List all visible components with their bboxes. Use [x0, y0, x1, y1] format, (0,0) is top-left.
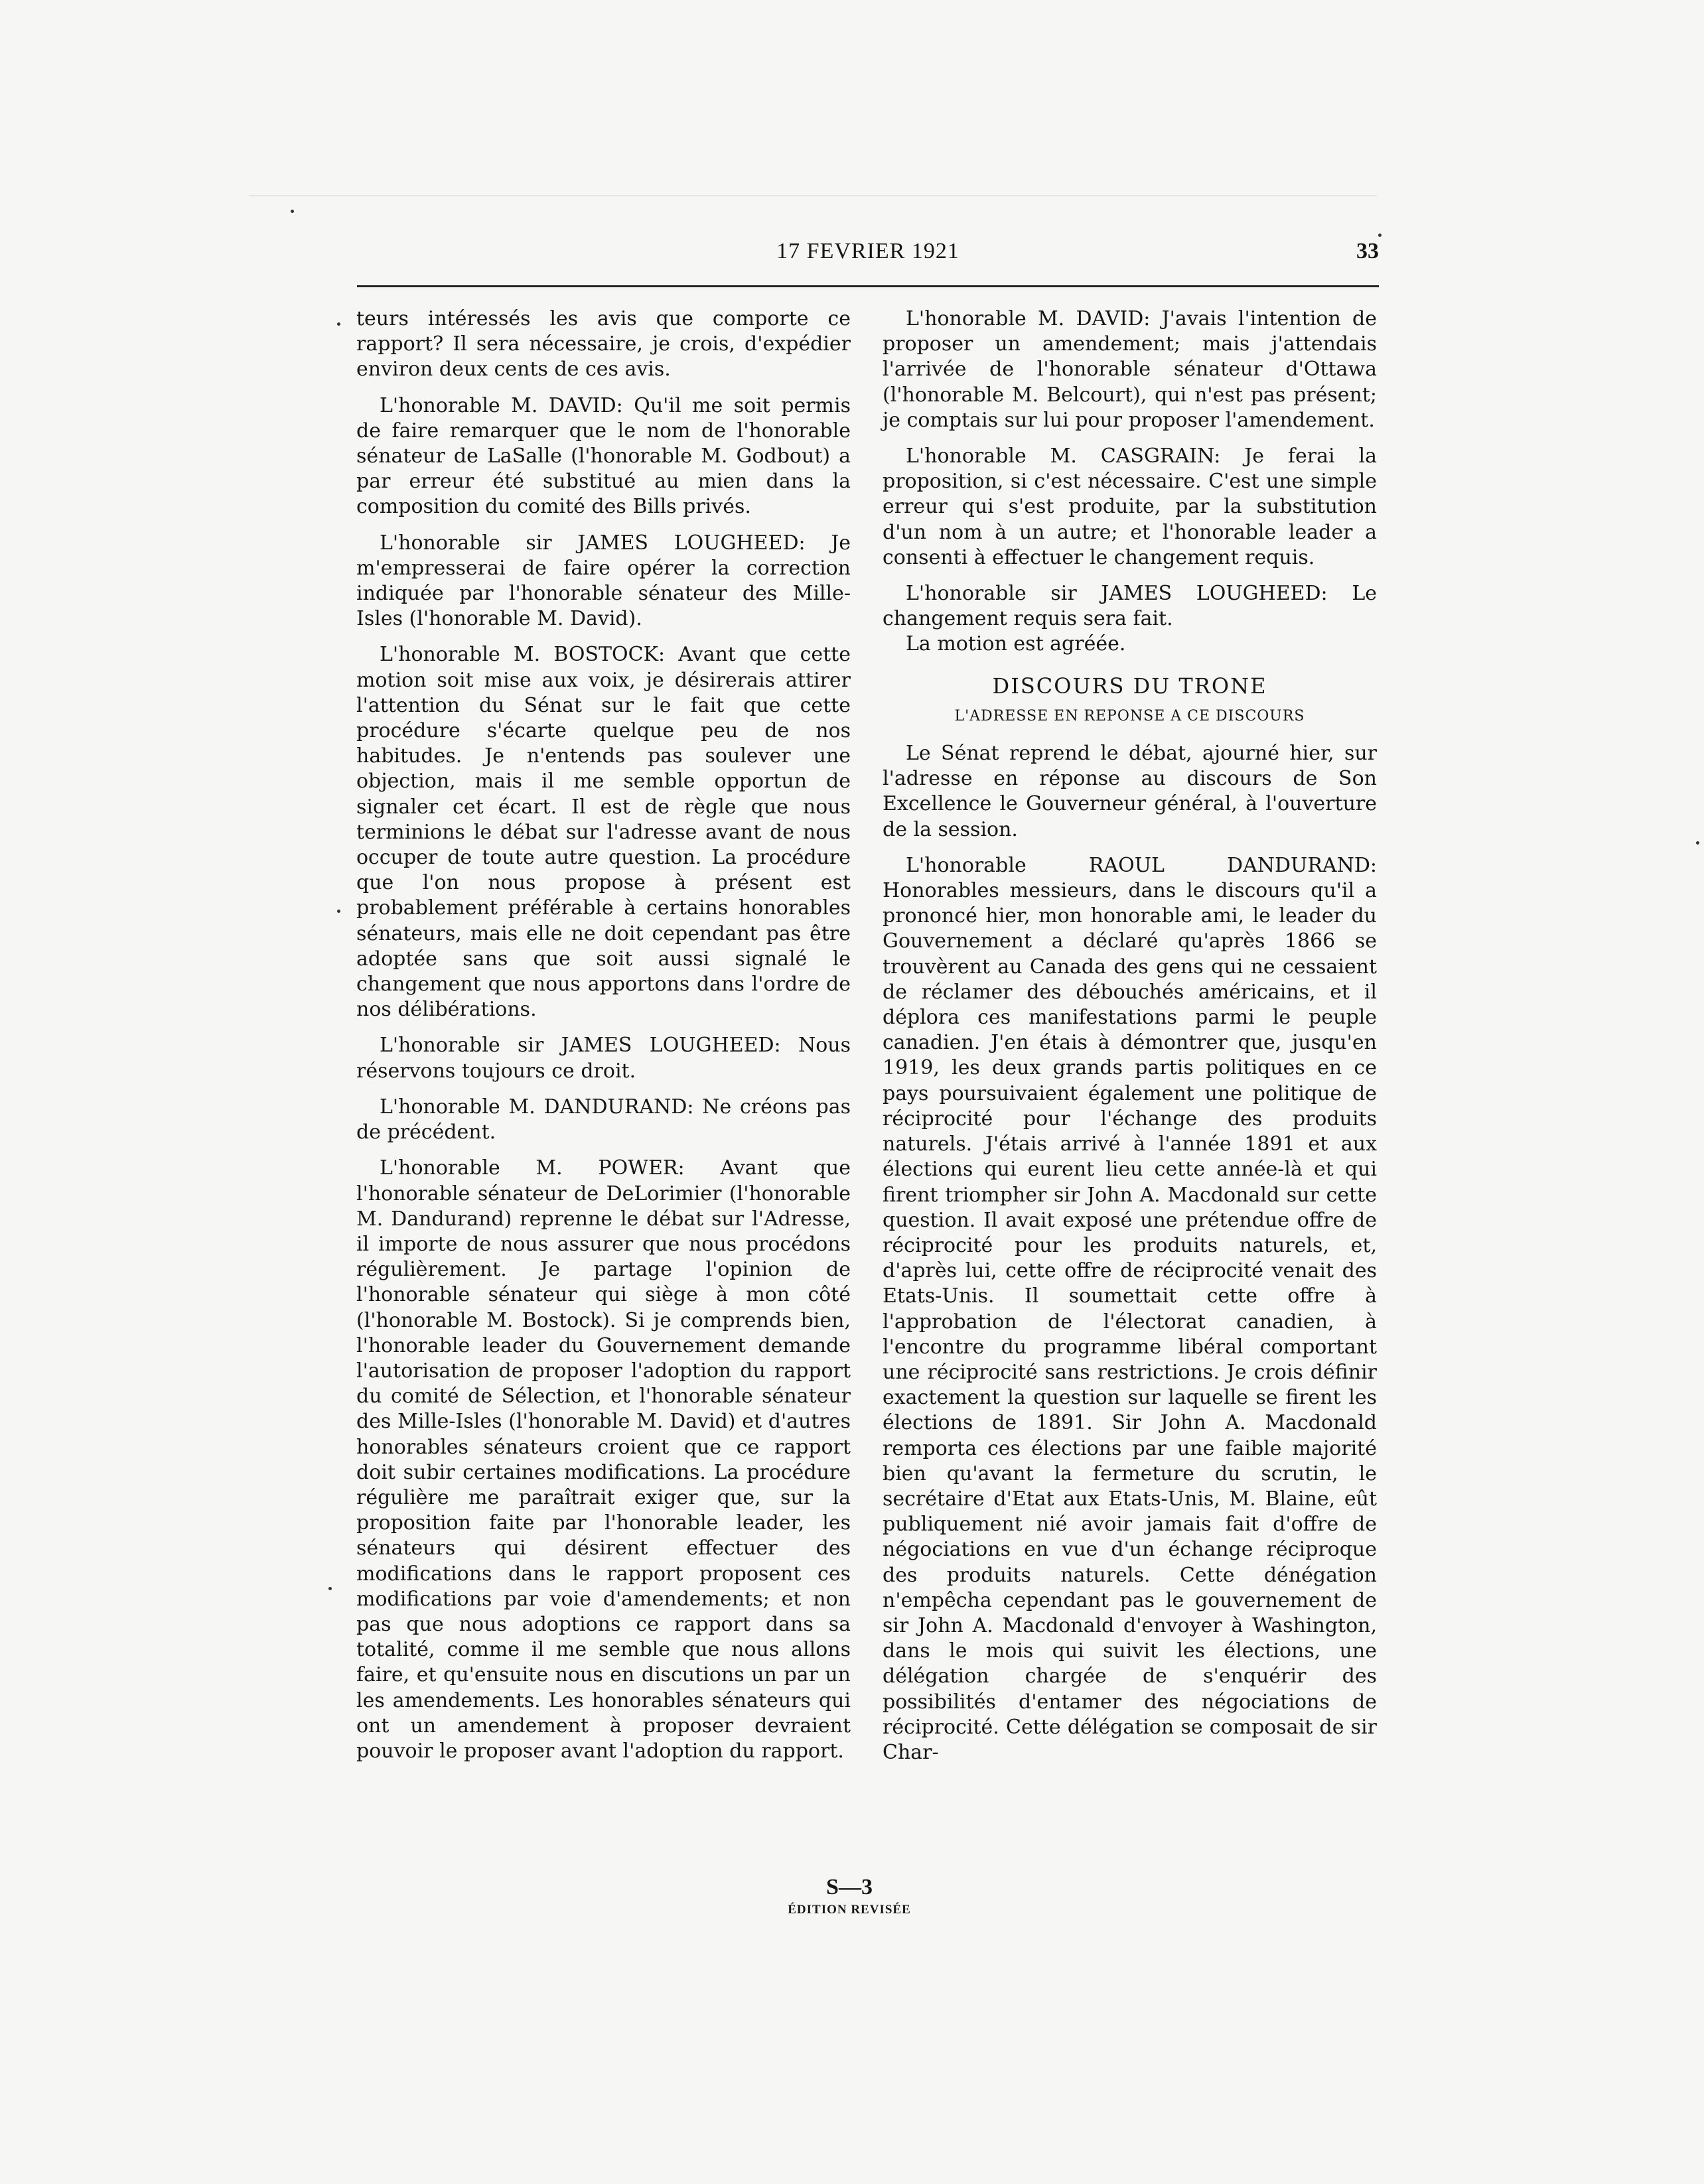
- paragraph-text: teurs intéressés les avis que comporte ce rapport? Il sera nécessaire, je crois, d'expédier environ deux cents de ces avis.: [356, 307, 851, 381]
- paragraph: [883, 853, 1377, 1765]
- scan-speck: [291, 210, 294, 213]
- speaker-name: L'honorable sir JAMES LOUGHEED:: [380, 1034, 781, 1058]
- scan-speck: [1696, 841, 1699, 845]
- paragraph-text: Avant que cette motion soit mise aux voix, je désirerais attirer l'attention du Sénat sur le fait que cette procédure s'écarte quelque peu de nos habitudes. Je n'entends pas soulever une objection, mais il me semble opportun de signaler cet écart. Il est de règle que nous terminions le débat sur l'adresse avant de nous occuper de toute autre question. La procédure que l'on nous propose à présent est probablement préférable à certains honorables sénateurs, mais elle ne doit cependant pas être adoptée sans que soit aussi signalé le changement que nous apportons dans l'ordre de nos délibérations.: [356, 643, 851, 1022]
- paragraph-text: Le Sénat reprend le débat, ajourné hier, sur l'adresse en réponse au discours de Son Excellence le Gouverneur général, à l'ouverture de la session.: [883, 742, 1377, 841]
- paragraph: [883, 444, 1377, 571]
- scan-speck: [337, 322, 340, 326]
- paragraph: [883, 307, 1377, 433]
- scan-speck: [337, 910, 340, 913]
- paragraph-text: Ne créons pas de précédent.: [356, 1095, 851, 1144]
- paragraph-text: Je m'empresserai de faire opérer la correction indiquée par l'honorable sénateur des Mille-Isles (l'honorable M. David).: [356, 531, 851, 631]
- left-column: [356, 307, 851, 1775]
- speaker-name: L'honorable M. CASGRAIN:: [906, 444, 1221, 468]
- paragraph: [356, 1156, 851, 1764]
- speaker-name: L'honorable M. DAVID:: [380, 393, 623, 417]
- scan-edge-line: [249, 195, 1377, 196]
- section-subheading: L'ADRESSE EN REPONSE A CE DISCOURS: [954, 707, 1305, 724]
- paragraph: [356, 531, 851, 632]
- paragraph-text: Je ferai la proposition, si c'est nécessaire. C'est une simple erreur qui s'est produite, par la substitution d'un nom à un autre; et l'honorable leader a consenti à effectuer le changement requis.: [883, 444, 1377, 569]
- speaker-name: L'honorable M. BOSTOCK:: [380, 643, 666, 667]
- paragraph: [883, 581, 1377, 632]
- paragraph: [883, 632, 1377, 657]
- paragraph: [356, 307, 851, 383]
- speaker-name: L'honorable RAOUL DANDURAND:: [906, 853, 1377, 877]
- edition-label: ÉDITION REVISÉE: [788, 1903, 911, 1917]
- paragraph-text: La motion est agréée.: [906, 632, 1126, 656]
- speaker-name: L'honorable M. DANDURAND:: [380, 1095, 694, 1119]
- paragraph: [356, 1033, 851, 1083]
- paragraph: [356, 1095, 851, 1145]
- paragraph: [883, 741, 1377, 843]
- speaker-name: L'honorable sir JAMES LOUGHEED:: [380, 531, 806, 555]
- paragraph-text: Le changement requis sera fait.: [883, 582, 1377, 631]
- paragraph-text: Avant que l'honorable sénateur de DeLorimier (l'honorable M. Dandurand) reprenne le débat sur l'Adresse, il importe de nous assurer que nous procédons régulièrement. Je partage l'opinion de l'honorable sénateur qui siège à mon côté (l'honorable M. Bostock). Si je comprends bien, l'honorable leader du Gouvernement demande l'autorisation de proposer l'adoption du rapport du comité de Sélection, et l'honorable sénateur des Mille-Isles (l'honorable M. David) et d'autres honorables sénateurs croient que ce rapport doit subir certaines modifications. La procédure régulière me paraîtrait exiger que, sur la proposition faite par l'honorable leader, les sénateurs qui désirent effectuer des modifications dans le rapport proposent ces modifications par voie d'amendements; et non pas que nous adoptions ce rapport dans sa totalité, comme il me semble que nous allons faire, et qu'ensuite nous en discutions un par un les amendements. Les honorables sénateurs qui ont un amendement à proposer devraient pouvoir le proposer avant l'adoption du rapport.: [356, 1156, 851, 1763]
- paragraph: [356, 642, 851, 1022]
- paragraph-text: Qu'il me soit permis de faire remarquer que le nom de l'honorable sénateur de LaSalle (l'honorable M. Godbout) a par erreur été substitué au mien dans la composition du comité des Bills privés.: [356, 393, 851, 519]
- page-header: [357, 239, 1379, 279]
- paragraph-text: Nous réservons toujours ce droit.: [356, 1034, 851, 1083]
- speaker-name: L'honorable sir JAMES LOUGHEED:: [906, 582, 1328, 606]
- speaker-name: L'honorable M. POWER:: [380, 1156, 685, 1180]
- header-date: 17 FEVRIER 1921: [776, 239, 959, 263]
- section-heading: DISCOURS DU TRONE: [992, 673, 1267, 699]
- page-number: 33: [1356, 239, 1379, 263]
- paragraph: [356, 393, 851, 520]
- paragraph-text: J'avais l'intention de proposer un amendement; mais j'attendais l'arrivée de l'honorable sénateur d'Ottawa (l'honorable M. Belcourt), qui n'est pas présent; je comptais sur lui pour proposer l'amendement.: [883, 307, 1377, 432]
- right-column: [883, 307, 1377, 1776]
- speaker-name: L'honorable M. DAVID:: [906, 307, 1151, 330]
- scan-speck: [1378, 234, 1382, 237]
- scan-speck: [328, 1587, 332, 1590]
- signature-code: S—3: [826, 1875, 873, 1899]
- paragraph-text: Honorables messieurs, dans le discours qu'il a prononcé hier, mon honorable ami, le leader du Gouvernement a déclaré qu'après 1866 se trouvèrent au Canada des gens qui ne cessaient de réclamer des débouchés américains, et il déplora ces manifestations parmi le peuple canadien. J'en étais à démontrer que, jusqu'en 1919, les deux grands partis politiques en ce pays poursuivaient également une politique de réciprocité pour l'échange des produits naturels. J'étais arrivé à l'année 1891 et aux élections qui eurent lieu cette année-là et qui firent triompher sir John A. Macdonald sur cette question. Il avait exposé une prétendue offre de réciprocité pour les produits naturels, et, d'après lui, cette offre de réciprocité venait des Etats-Unis. Il soumettait cette offre à l'approbation de l'électorat canadien, à l'encontre du programme libéral comportant une réciprocité sans restrictions. Je crois définir exactement la question sur laquelle se firent les élections de 1891. Sir John A. Macdonald remporta ces élections par une faible majorité bien qu'avant la fermeture du scrutin, le secrétaire d'Etat aux Etats-Unis, M. Blaine, eût publiquement nié avoir jamais fait d'offre de négociations en vue d'un échange réciproque des produits naturels. Cette dénégation n'empêcha cependant pas le gouvernement de sir John A. Macdonald d'envoyer à Washington, dans le mois qui suivit les élections, une délégation chargée de s'enquérir des possibilités d'entamer des négociations de réciprocité. Cette délégation se composait de sir Char-: [883, 879, 1377, 1764]
- header-rule: [357, 285, 1379, 287]
